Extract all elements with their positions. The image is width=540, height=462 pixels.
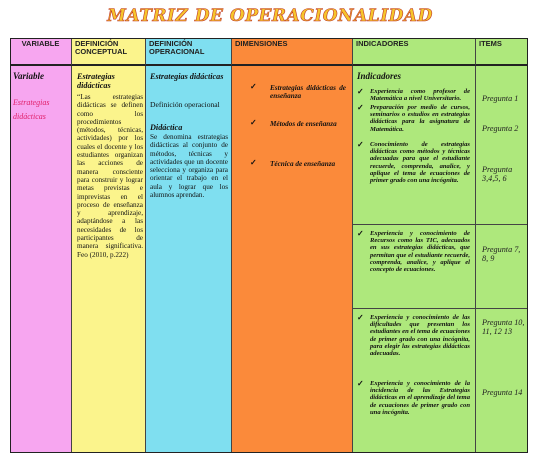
item-pregunta: Pregunta 10, 11, 12 13 [482,318,525,336]
header-indicadores: INDICADORES [353,38,476,66]
check-icon: ✓ [357,140,364,149]
indicator-item: Experiencia y conocimiento de las dificultades que presentan los estudiantes en el tema de ecuaciones de primer grado con una incógnita, para elegir las estrategias didácticas adecuadas. [370,314,470,358]
indicator-item: Preparación por medio de cursos, seminarios o estudios en estrategias didácticas para la asignatura de Matemática. [370,104,470,133]
row-separator [353,224,528,225]
dimension-item: Técnica de enseñanza [270,160,336,168]
check-icon: ✓ [357,229,364,238]
item-pregunta: Pregunta 14 [482,388,523,397]
conceptual-heading: Estrategias didácticas [77,72,115,90]
header-conceptual: DEFINICIÓN CONCEPTUAL [72,38,146,66]
indicadores-heading: Indicadores [357,71,402,81]
item-pregunta: Pregunta 7, 8, 9 [482,245,521,263]
variable-value: Estrategias didácticas [13,98,50,121]
check-icon: ✓ [357,103,364,112]
indicator-item: Experiencia y conocimiento de la incidencia de las Estrategias didácticas en el aprendizaje del tema de ecuaciones de primer grado con una incógnita. [370,380,470,416]
check-icon: ✓ [250,158,257,167]
operacional-heading: Estrategias didácticas [150,72,224,81]
page-title: MATRIZ DE OPERACIONALIDAD [107,6,433,26]
conceptual-body: “Las estrategias didácticas se definen como los procedimientos (métodos, técnicas, actividades) por los cuales el docente y los estudiantes organizan las acciones de manera consciente para construir y lograr metas previstas e imprevistas en el proceso de enseñanza y aprendizaje, adaptándose a las necesidades de los participantes de manera significativa. Feo (2010, p.222) [77,93,143,259]
header-variable: VARIABLE [10,38,72,66]
check-icon: ✓ [250,118,257,127]
indicator-item: Experiencia como profesor de Matemática a nivel Universitario. [370,88,470,103]
variable-label: Variable [13,71,45,81]
indicator-item: Experiencia y conocimiento de Recursos como las TIC, adecuados en sus estrategias didácticas, que permitan que el estudiante recuerde, comprenda, analice, y aplique el concepto de ecuaciones. [370,230,470,274]
dimension-item: Métodos de enseñanza [270,120,337,128]
item-pregunta: Pregunta 1 [482,94,519,103]
header-items: ITEMS [476,38,528,66]
operacional-heading2: Didáctica [150,123,183,132]
check-icon: ✓ [357,379,364,388]
header-dimensiones: DIMENSIONES [232,38,353,66]
check-icon: ✓ [357,87,364,96]
operacional-subtitle: Definición operacional [150,100,220,109]
indicator-item: Conocimiento de estrategias didácticas como métodos y técnicas adecuadas para que el estudiante recuerde, comprenda, analice, y aplique el tema de ecuaciones de primer grado con una incógnita. [370,141,470,185]
row-separator [353,308,528,309]
item-pregunta: Pregunta 2 [482,124,519,133]
operacional-body: Se denomina estrategias didácticas al conjunto de métodos, técnicas y actividades que un docente selecciona y organiza para orientar el trabajo en el aula y lograr que los alumnos aprendan. [150,133,228,200]
header-operacional: DEFINICIÓN OPERACIONAL [146,38,232,66]
check-icon: ✓ [357,313,364,322]
check-icon: ✓ [250,82,257,91]
dimension-item: Estrategias didácticas de enseñanza [270,84,346,101]
item-pregunta: Pregunta 3,4,5, 6 [482,165,513,183]
